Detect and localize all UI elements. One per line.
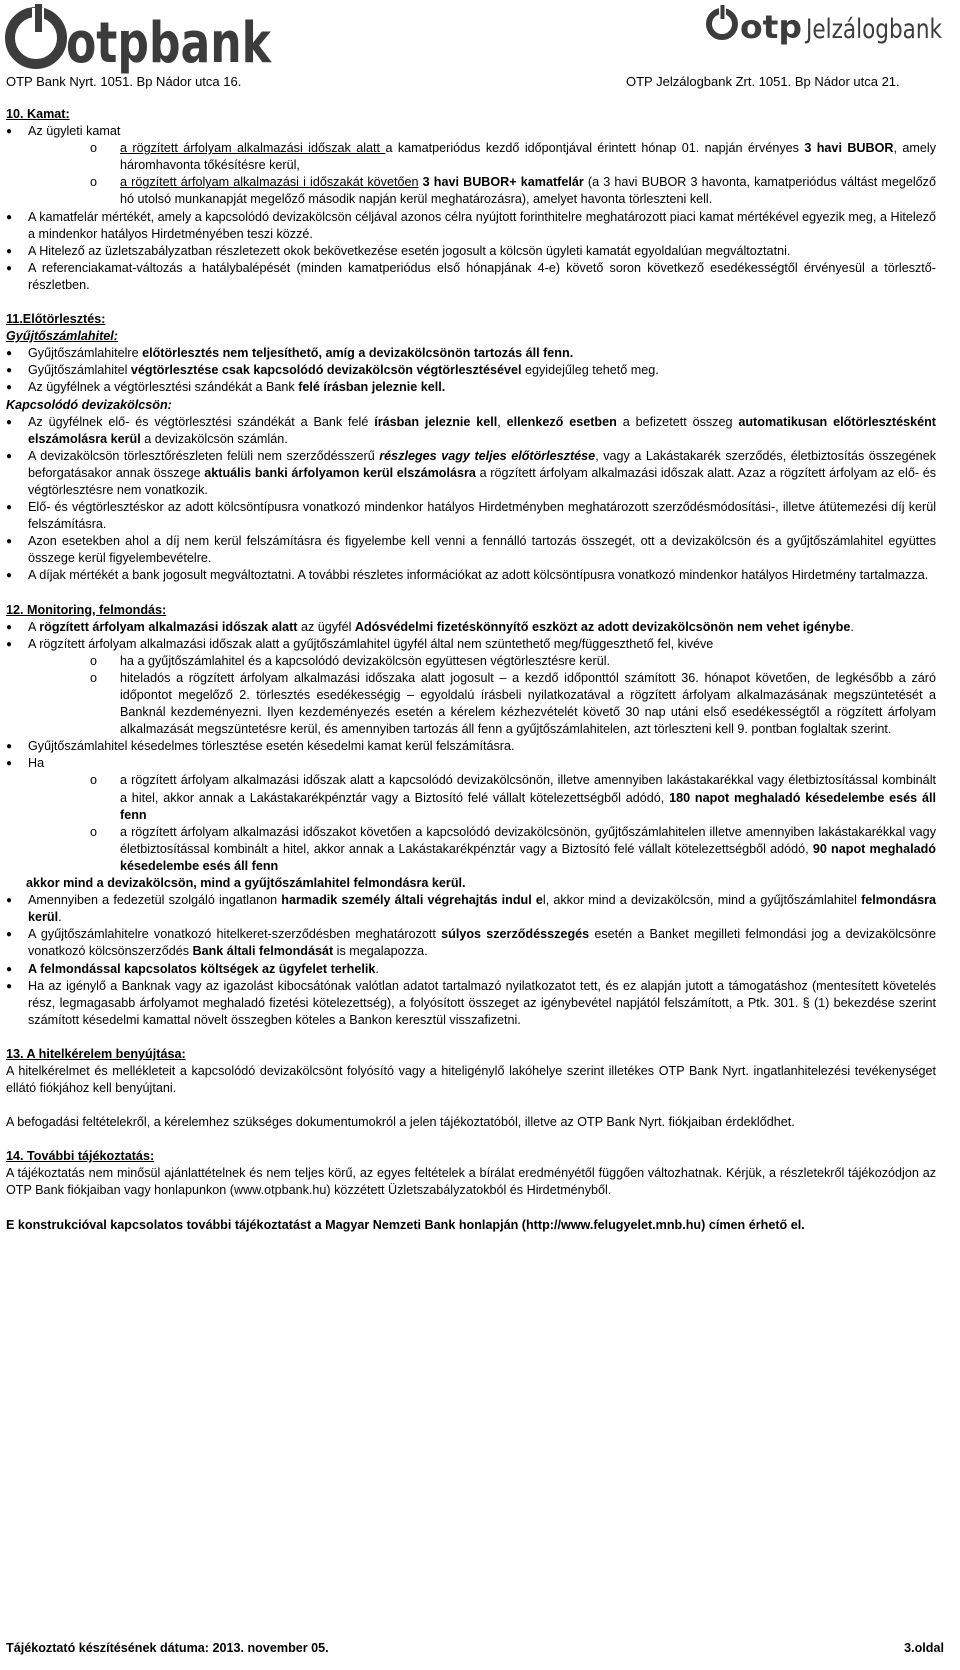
document-body — [6, 106, 936, 1234]
page-header — [0, 0, 960, 96]
section-12-title: 12. Monitoring, felmondás: — [6, 602, 167, 617]
s11-b-bullet-2: ● A devizakölcsön törlesztőrészleten felüli nem szerződésszerű részleges vagy teljes előtörlesztése, vagy a Lakástakarék szerződés, életbiztosítás összegének beforgatásakor annak összege aktuális banki árfolyamon kerül elszámolásra a rögzített árfolyam alkalmazási időszak alatt. Azaz a rögzített árfolyam az elő- és végtörlesztésre nem vonatkozik. — [6, 448, 936, 499]
s10-sub-1: o a rögzített árfolyam alkalmazási időszak alatt a kamatperiódus kezdő időpontjával érintett hónap 01. napján érvényes 3 havi BUBOR, amely háromhavonta tőkésítésre kerül, — [6, 140, 936, 174]
section-11-title: 11.Előtörlesztés: — [6, 312, 106, 327]
s12-sub-3: o a rögzített árfolyam alkalmazási időszak alatt a kapcsolódó devizakölcsönön, illetve amennyiben lakástakarékkal vagy életbiztosítással kombinált a hitel, akkor annak a Lakástakarékpénztár vagy a Biztosító felé vállalt kötelezettségből adódó, 180 napot meghaladó késedelembe esés áll fenn — [6, 772, 936, 823]
s12-bullet-8: ● Ha az igénylő a Banknak vagy az igazolást kibocsátónak valótlan adatot tartalmazó nyilatkozatot tett, és ez alapján jutott a támogatáshoz (mentesített követelés rész, legmagasabb árfolyamot meghaladó fizetési kötelezettség), a folyósított összeget az igénybevétel napjától felszámított, a Ptk. 301. § (1) bekezdése szerint számított késedelmi kamattal növelt összegben köteles a Bankon keresztül visszafizetni. — [6, 978, 936, 1029]
logo-left-text: otpbank — [66, 11, 273, 76]
address-left: OTP Bank Nyrt. 1051. Bp Nádor utca 16. — [6, 74, 242, 89]
s13-paragraph-2: A befogadási feltételekről, a kérelemhez szükséges dokumentumokról a jelen tájékoztatóból, illetve az OTP Bank Nyrt. fiókjaiban érdeklődhet. — [6, 1115, 795, 1130]
address-right: OTP Jelzálogbank Zrt. 1051. Bp Nádor utca 21. — [626, 74, 900, 89]
section-10-title: 10. Kamat: — [6, 107, 70, 121]
s12-sub-1: o ha a gyűjtőszámlahitel és a kapcsolódó devizakölcsön együttesen végtörlesztésre kerül. — [6, 653, 936, 670]
s11-a-bullet-1: ● Gyűjtőszámlahitelre előtörlesztés nem teljesíthető, amíg a devizakölcsönön tartozás áll fenn. — [6, 345, 936, 362]
s10-bullet-3: ● A Hitelező az üzletszabályzatban részletezett okok bekövetkezése esetén jogosult a kölcsön ügyleti kamatát egyoldalúan megváltoztatni. — [6, 243, 936, 260]
s11-b-bullet-1: ● Az ügyfélnek elő- és végtörlesztési szándékát a Bank felé írásban jeleznie kell, ellenkező esetben a befizetett összeg automatikusan előtörlesztésként elszámolásra kerül a devizakölcsön számlán. — [6, 414, 936, 448]
s10-bullet-1: ● Az ügyleti kamat — [6, 123, 936, 140]
s14-paragraph-2: E konstrukcióval kapcsolatos további tájékoztatást a Magyar Nemzeti Bank honlapján (http://www.felugyelet.mnb.hu) címen érhető el. — [6, 1217, 805, 1232]
s11-b-bullet-3: ● Elő- és végtörlesztéskor az adott kölcsöntípusra vonatkozó mindenkor hatályos Hirdetményben meghatározott szerződésmódosítási-, illetve átütemezési díj kerül felszámításra. — [6, 499, 936, 533]
s12-felmondas-note: akkor mind a devizakölcsön, mind a gyűjtőszámlahitel felmondásra kerül. — [26, 876, 466, 891]
s12-bullet-6: ● A gyűjtőszámlahitelre vonatkozó hitelkeret-szerződésben meghatározott súlyos szerződésszegés esetén a Banket megilleti felmondási jog a devizakölcsönre vonatkozó kölcsönszerződés Bank általi felmondását is megalapozza. — [6, 926, 936, 960]
s13-paragraph-1: A hitelkérelmet és mellékleteit a kapcsolódó devizakölcsönt folyósító vagy a hiteligénylő lakóhelye szerint illetékes OTP Bank Nyrt. ingatlanhitelezési tevékenységet ellátó fiókjához kell benyújtani. — [6, 1063, 936, 1096]
section-14-title: 14. További tájékoztatás: — [6, 1149, 155, 1164]
s12-sub-4: o a rögzített árfolyam alkalmazási időszakot követően a kapcsolódó devizakölcsönön, gyűjtőszámlahitelen illetve amennyiben lakástakarékkal vagy életbiztosítással kombinált a hitel, akkor annak a Lakástakarékpénztár vagy a Biztosító felé vállalt kötelezettségből adódó, 90 napot meghaladó késedelembe esés áll fenn — [6, 824, 936, 875]
logo-right-bold: otp — [740, 8, 802, 46]
otpbank-logo — [6, 2, 276, 76]
s12-bullet-1: ● A rögzített árfolyam alkalmazási időszak alatt az ügyfél Adósvédelmi fizetéskönnyítő eszközt az adott devizakölcsönön nem vehet igénybe. — [6, 619, 936, 636]
s11-b-bullet-4: ● Azon esetekben ahol a díj nem kerül felszámításra és figyelembe kell venni a fennálló tartozás összegét, ott a devizakölcsön és a gyűjtőszámlahitel együttes összege kerül figyelembevételre. — [6, 533, 936, 567]
otp-jelzalogbank-logo — [706, 0, 946, 60]
s10-bullet-4: ● A referenciakamat-változás a hatálybalépését (minden kamatperiódus első hónapjának 4-e) követő soron következő esedékességtől érvényesül a törlesztő-részletben. — [6, 260, 936, 294]
s11-a-bullet-3: ● Az ügyfélnek a végtörlesztési szándékát a Bank felé írásban jeleznie kell. — [6, 379, 936, 396]
s12-bullet-3: ● Gyűjtőszámlahitel késedelmes törlesztése esetén késedelmi kamat kerül felszámításra. — [6, 738, 936, 755]
s12-bullet-4: ● Ha — [6, 755, 936, 772]
s12-bullet-5: ● Amennyiben a fedezetül szolgáló ingatlanon harmadik személy általi végrehajtás indul el, akkor mind a devizakölcsön, mind a gyűjtőszámlahitel felmondásra kerül. — [6, 892, 936, 926]
s12-bullet-7: ● A felmondással kapcsolatos költségek az ügyfelet terhelik. — [6, 961, 936, 978]
s10-bullet-2: ● A kamatfelár mértékét, amely a kapcsolódó devizakölcsön céljával azonos célra nyújtott forinthitelre meghatározott piaci kamat mértékével egyezik meg, a Hitelező a mindenkor hatályos Hirdetményében teszi közzé. — [6, 209, 936, 243]
footer-page-number: 3.oldal — [904, 1641, 944, 1655]
s14-paragraph-1: A tájékoztatás nem minősül ajánlattételnek és nem teljes körű, az egyes feltételek a bírálat eredményétől függően változhatnak. Kérjük, a részletekről tájékozódjon az OTP Bank fiókjaiban vagy honlapunkon (www.otpbank.hu) közzétett Üzletszabályzatokból és Hirdetményből. — [6, 1166, 936, 1198]
logo-right-text: Jelzálogbank — [804, 14, 943, 45]
s10-sub-2: o a rögzített árfolyam alkalmazási i időszakát követően 3 havi BUBOR+ kamatfelár (a 3 havi BUBOR 3 havonta, kamatperiódus váltást megelőző hó utolsó munkanapját megelőző második napján kerül meghatározásra), amelyet havonta törleszteni kell. — [6, 174, 936, 208]
s11-subheading-deviza: Kapcsolódó devizakölcsön: — [6, 397, 172, 412]
section-13-title: 13. A hitelkérelem benyújtása: — [6, 1046, 186, 1061]
s12-bullet-2: ● A rögzített árfolyam alkalmazási időszak alatt a gyűjtőszámlahitel ügyfél által nem szüntethető meg/függeszthető fel, kivéve — [6, 636, 936, 653]
s11-subheading-gyujto: Gyűjtőszámlahitel: — [6, 329, 118, 344]
s12-sub-2: o hiteladós a rögzített árfolyam alkalmazási időszaka alatt jogosult – a kezdő időponttól számított 36. hónapot követően, de legkésőbb a záró időpontot megelőző 2. törlesztés esedékességig – egyoldalú írásbeli nyilatkozatával a rögzített árfolyam alkalmazásának megszüntetését a Banknál kezdeményezni. Ilyen kezdeményezés esetén a kérelem kézhezvételét követő 30 nap utáni első esedékességtől a rögzített árfolyam alkalmazását megszüntetésre kerül, és amennyiben tartozás áll fenn a gyűjtőszámlahitelen, azt törleszteni kell 9. pontban foglaltak szerint. — [6, 670, 936, 738]
footer-date: Tájékoztató készítésének dátuma: 2013. november 05. — [6, 1641, 329, 1655]
s11-a-bullet-2: ● Gyűjtőszámlahitel végtörlesztése csak kapcsolódó devizakölcsön végtörlesztésével egyidejűleg tehető meg. — [6, 362, 936, 379]
s11-b-bullet-5: ● A díjak mértékét a bank jogosult megváltoztatni. A további részletes információkat az adott kölcsöntípusra vonatkozó mindenkor hatályos Hirdetmény tartalmazza. — [6, 567, 936, 584]
